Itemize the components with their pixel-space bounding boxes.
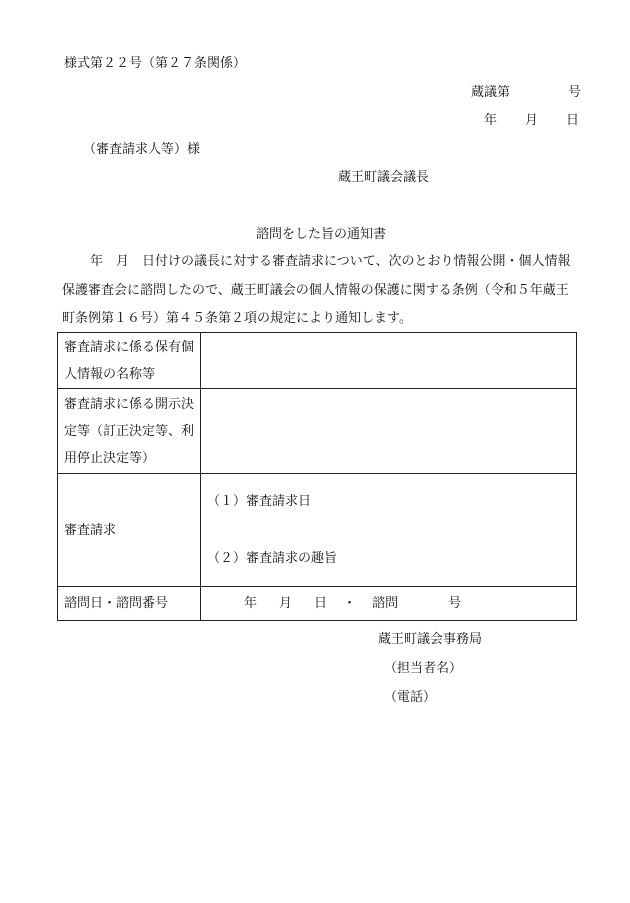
table-row	[58, 474, 577, 587]
form-number: 様式第２２号（第２７条関係）	[64, 56, 247, 71]
table-label-inquiry: 諮問日・諮問番号	[58, 587, 201, 621]
table-value-inquiry	[201, 587, 577, 621]
footer-telephone: （電話）	[384, 690, 437, 705]
inquiry-label: 諮問	[372, 596, 399, 611]
date-year: 年	[484, 113, 498, 128]
footer-contact-person: （担当者名）	[384, 661, 463, 676]
inquiry-separator: ・	[343, 596, 357, 611]
sender: 蔵王町議会議長	[338, 170, 430, 185]
date-month: 月	[525, 113, 539, 128]
table-value-request	[201, 474, 577, 587]
request-purpose-item: （２）審査請求の趣旨	[207, 551, 338, 566]
inquiry-month: 月	[279, 596, 293, 611]
document-title: 諮問をした旨の通知書	[256, 227, 387, 242]
footer-office: 蔵王町議会事務局	[378, 632, 483, 647]
table-label-request: 審査請求	[58, 474, 201, 587]
inquiry-line	[207, 590, 570, 617]
body-text: 年 月 日付けの議長に対する審査請求について、次のとおり情報公開・個人情報保護審査会に諮問したので、蔵王町議会の個人情報の保護に関する条例（令和５年蔵王町条例第１６号）第４５条第２項の規定により通知します。	[62, 254, 571, 326]
document-number-suffix: 号	[568, 85, 582, 100]
document-number-prefix: 蔵議第	[471, 85, 511, 100]
date-day: 日	[566, 113, 580, 128]
inquiry-number-suffix: 号	[448, 596, 462, 611]
table-row	[58, 587, 577, 621]
table-label-personal-info: 審査請求に係る保有個人情報の名称等	[58, 333, 201, 389]
document-date	[484, 109, 579, 128]
notice-table	[57, 332, 577, 621]
request-date-item: （１）審査請求日	[207, 494, 312, 509]
table-row	[58, 389, 577, 474]
table-row	[58, 333, 577, 389]
table-label-disclosure-decision: 審査請求に係る開示決定等（訂正決定等、利用停止決定等）	[58, 389, 201, 474]
inquiry-day: 日	[314, 596, 328, 611]
document-number	[471, 81, 581, 100]
table-value-personal-info	[201, 333, 577, 389]
addressee: （審査請求人等）様	[83, 142, 201, 157]
inquiry-year: 年	[244, 596, 258, 611]
table-value-disclosure-decision	[201, 389, 577, 474]
